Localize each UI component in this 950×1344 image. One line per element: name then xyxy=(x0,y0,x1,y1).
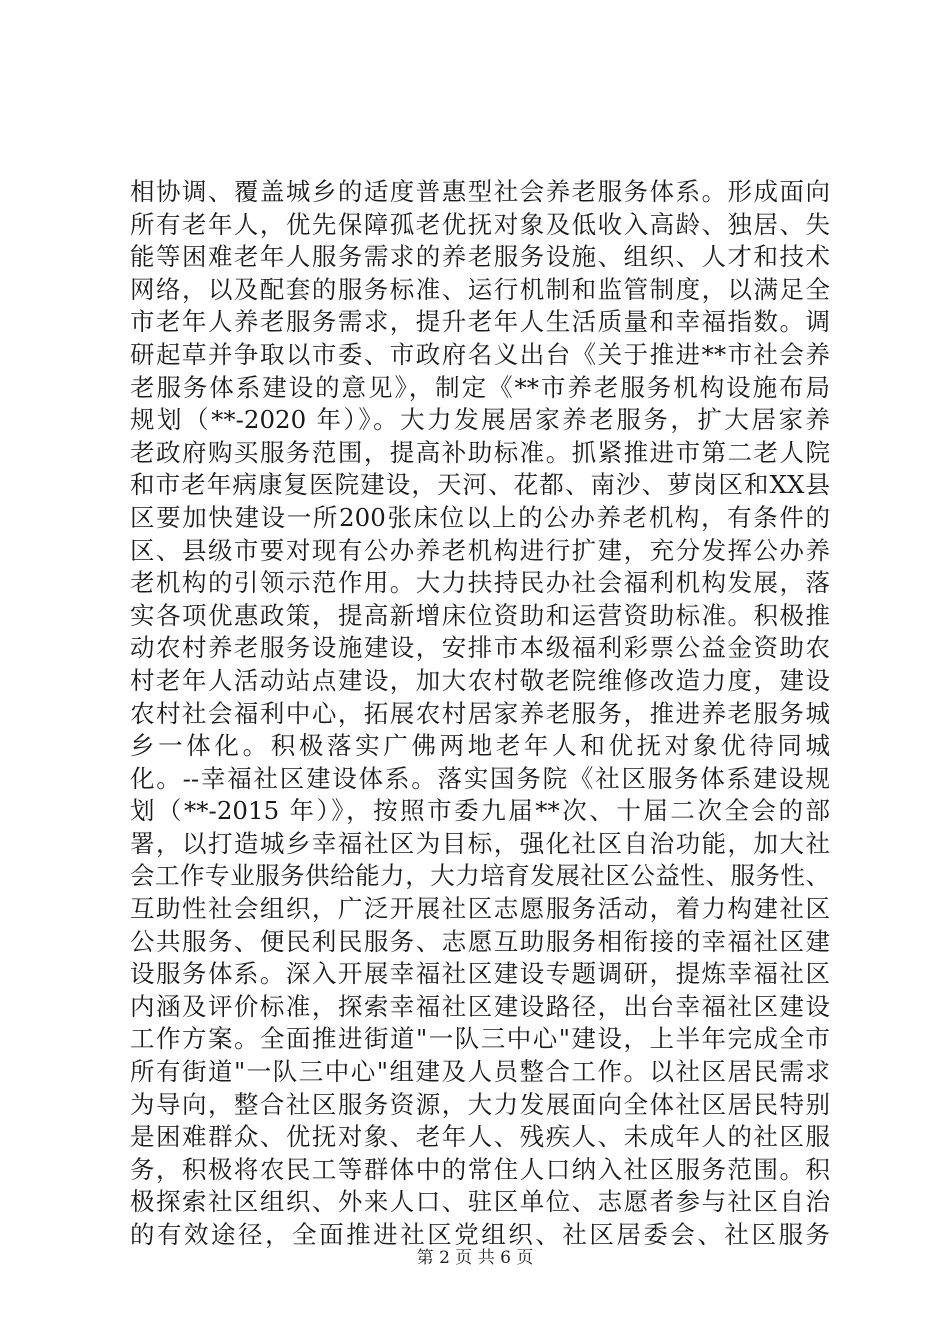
text-line: 是困难群众、优抚对象、老年人、残疾人、未成年人的社区服 xyxy=(130,1122,830,1152)
text-line: 署，以打造城乡幸福社区为目标，强化社区自治功能，加大社 xyxy=(130,828,830,858)
text-line: 老政府购买服务范围，提高补助标准。抓紧推进市第二老人院 xyxy=(130,437,830,467)
text-line: 规划（**-2020 年）》。大力发展居家养老服务，扩大居家养 xyxy=(130,405,830,435)
text-line: 划（**-2015 年）》，按照市委九届**次、十届二次全会的部 xyxy=(130,796,830,826)
text-line: 务，积极将农民工等群体中的常住人口纳入社区服务范围。积 xyxy=(130,1154,830,1184)
text-line: 区、县级市要对现有公办养老机构进行扩建，充分发挥公办养 xyxy=(130,535,830,565)
text-line: 农村社会福利中心，拓展农村居家养老服务，推进养老服务城 xyxy=(130,698,830,728)
text-line: 工作方案。全面推进街道"一队三中心"建设，上半年完成全市 xyxy=(130,1024,830,1054)
text-line: 公共服务、便民利民服务、志愿互助服务相衔接的幸福社区建 xyxy=(130,926,830,956)
body-text xyxy=(130,176,830,1252)
text-line: 能等困难老年人服务需求的养老服务设施、组织、人才和技术 xyxy=(130,242,830,272)
text-line: 乡一体化。积极落实广佛两地老年人和优抚对象优待同城 xyxy=(130,731,830,761)
text-line: 为导向，整合社区服务资源，大力发展面向全体社区居民特别 xyxy=(130,1089,830,1119)
text-line: 区要加快建设一所200张床位以上的公办养老机构，有条件的 xyxy=(130,502,830,532)
text-line: 老服务体系建设的意见》，制定《**市养老服务机构设施布局 xyxy=(130,372,830,402)
text-line: 相协调、覆盖城乡的适度普惠型社会养老服务体系。形成面向 xyxy=(130,177,830,206)
text-line: 实各项优惠政策，提高新增床位资助和运营资助标准。积极推 xyxy=(130,600,830,630)
text-line: 极探索社区组织、外来人口、驻区单位、志愿者参与社区自治 xyxy=(130,1187,830,1217)
text-line: 所有街道"一队三中心"组建及人员整合工作。以社区居民需求 xyxy=(130,1057,830,1087)
text-line: 村老年人活动站点建设，加大农村敬老院维修改造力度，建设 xyxy=(130,665,830,695)
text-line: 互助性社会组织，广泛开展社区志愿服务活动，着力构建社区 xyxy=(130,894,830,924)
text-line: 的有效途径，全面推进社区党组织、社区居委会、社区服务 xyxy=(130,1220,830,1249)
text-line: 网络，以及配套的服务标准、运行机制和监管制度，以满足全 xyxy=(130,274,830,304)
text-line: 动农村养老服务设施建设，安排市本级福利彩票公益金资助农 xyxy=(130,633,830,663)
text-line: 会工作专业服务供给能力，大力培育发展社区公益性、服务性、 xyxy=(130,861,830,891)
page-footer: 第 2 页 共 6 页 xyxy=(416,1248,534,1268)
text-line: 所有老年人，优先保障孤老优抚对象及低收入高龄、独居、失 xyxy=(130,209,830,239)
text-line: 市老年人养老服务需求，提升老年人生活质量和幸福指数。调 xyxy=(130,307,830,337)
text-line: 和市老年病康复医院建设，天河、花都、南沙、萝岗区和XX县 xyxy=(130,470,830,500)
text-line: 老机构的引领示范作用。大力扶持民办社会福利机构发展，落 xyxy=(130,568,830,598)
text-line: 化。--幸福社区建设体系。落实国务院《社区服务体系建设规 xyxy=(130,763,830,793)
text-line: 设服务体系。深入开展幸福社区建设专题调研，提炼幸福社区 xyxy=(130,959,830,989)
text-line: 研起草并争取以市委、市政府名义出台《关于推进**市社会养 xyxy=(130,339,830,369)
text-line: 内涵及评价标准，探索幸福社区建设路径，出台幸福社区建设 xyxy=(130,991,830,1021)
